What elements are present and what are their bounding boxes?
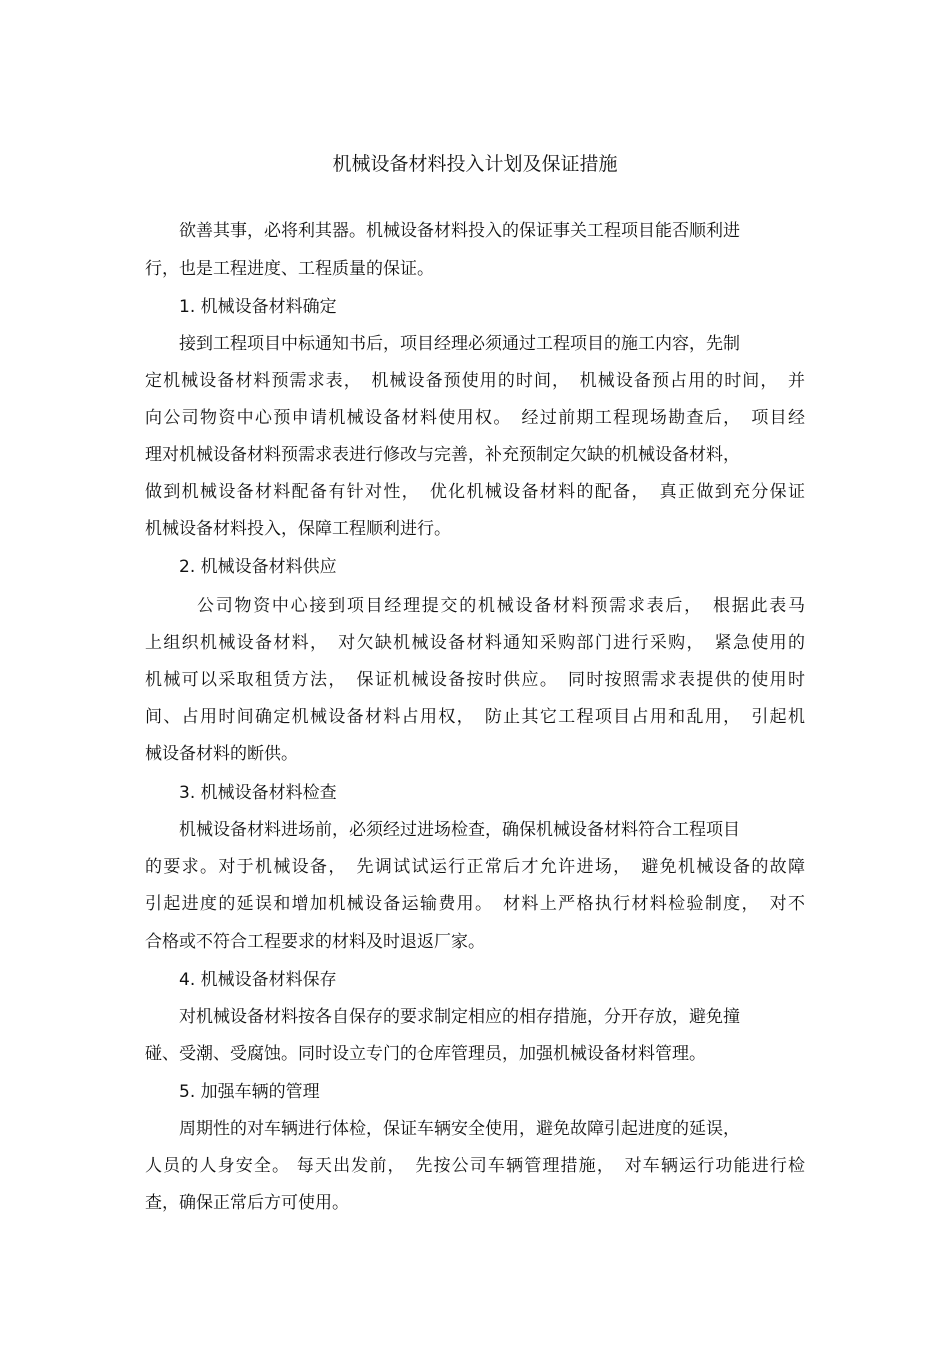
section-3-line-4: 合格或不符合工程要求的材料及时退返厂家。 (145, 932, 485, 952)
section-2-line-5: 械设备材料的断供。 (145, 744, 298, 764)
section-4-line-1: 对机械设备材料按各自保存的要求制定相应的相存措施，分开存放，避免撞 (179, 1007, 740, 1027)
section-5-heading: 5. 加强车辆的管理 (179, 1082, 320, 1102)
section-5-line-3: 查，确保正常后方可使用。 (145, 1193, 349, 1213)
section-1-line-3: 向公司物资中心预申请机械设备材料使用权。 经过前期工程现场勘查后， 项目经 (145, 408, 805, 428)
intro-line-2: 行，也是工程进度、工程质量的保证。 (145, 259, 434, 279)
section-1-line-5: 做到机械设备材料配备有针对性， 优化机械设备材料的配备， 真正做到充分保证 (145, 482, 805, 502)
section-4-line-2: 碰、受潮、受腐蚀。同时设立专门的仓库管理员，加强机械设备材料管理。 (145, 1044, 706, 1064)
section-2-line-4: 间、占用时间确定机械设备材料占用权， 防止其它工程项目占用和乱用， 引起机 (145, 707, 805, 727)
intro-line-1: 欲善其事，必将利其器。机械设备材料投入的保证事关工程项目能否顺利进 (179, 221, 740, 241)
section-1-line-2: 定机械设备材料预需求表， 机械设备预使用的时间， 机械设备预占用的时间， 并 (145, 371, 805, 391)
section-3-line-3: 引起进度的延误和增加机械设备运输费用。 材料上严格执行材料检验制度， 对不 (145, 894, 805, 914)
section-2-line-2: 上组织机械设备材料， 对欠缺机械设备材料通知采购部门进行采购， 紧急使用的 (145, 633, 805, 653)
section-2-line-1: 公司物资中心接到项目经理提交的机械设备材料预需求表后， 根据此表马 (197, 596, 805, 616)
section-3-heading: 3. 机械设备材料检查 (179, 783, 337, 803)
section-1-line-6: 机械设备材料投入，保障工程顺利进行。 (145, 519, 451, 539)
section-3-line-1: 机械设备材料进场前，必须经过进场检查，确保机械设备材料符合工程项目 (179, 820, 740, 840)
section-2-heading: 2. 机械设备材料供应 (179, 557, 337, 577)
section-3-line-2: 的要求。对于机械设备， 先调试试运行正常后才允许进场， 避免机械设备的故障 (145, 857, 805, 877)
section-1-line-1: 接到工程项目中标通知书后，项目经理必须通过工程项目的施工内容，先制 (179, 334, 740, 354)
section-1-heading: 1. 机械设备材料确定 (179, 297, 337, 317)
section-4-heading: 4. 机械设备材料保存 (179, 970, 337, 990)
section-5-line-1: 周期性的对车辆进行体检，保证车辆安全使用，避免故障引起进度的延误， (179, 1119, 740, 1139)
section-5-line-2: 人员的人身安全。 每天出发前， 先按公司车辆管理措施， 对车辆运行功能进行检 (145, 1156, 805, 1176)
document-title: 机械设备材料投入计划及保证措施 (332, 153, 618, 175)
section-1-line-4: 理对机械设备材料预需求表进行修改与完善，补充预制定欠缺的机械设备材料， (145, 445, 740, 465)
section-2-line-3: 机械可以采取租赁方法， 保证机械设备按时供应。 同时按照需求表提供的使用时 (145, 670, 805, 690)
